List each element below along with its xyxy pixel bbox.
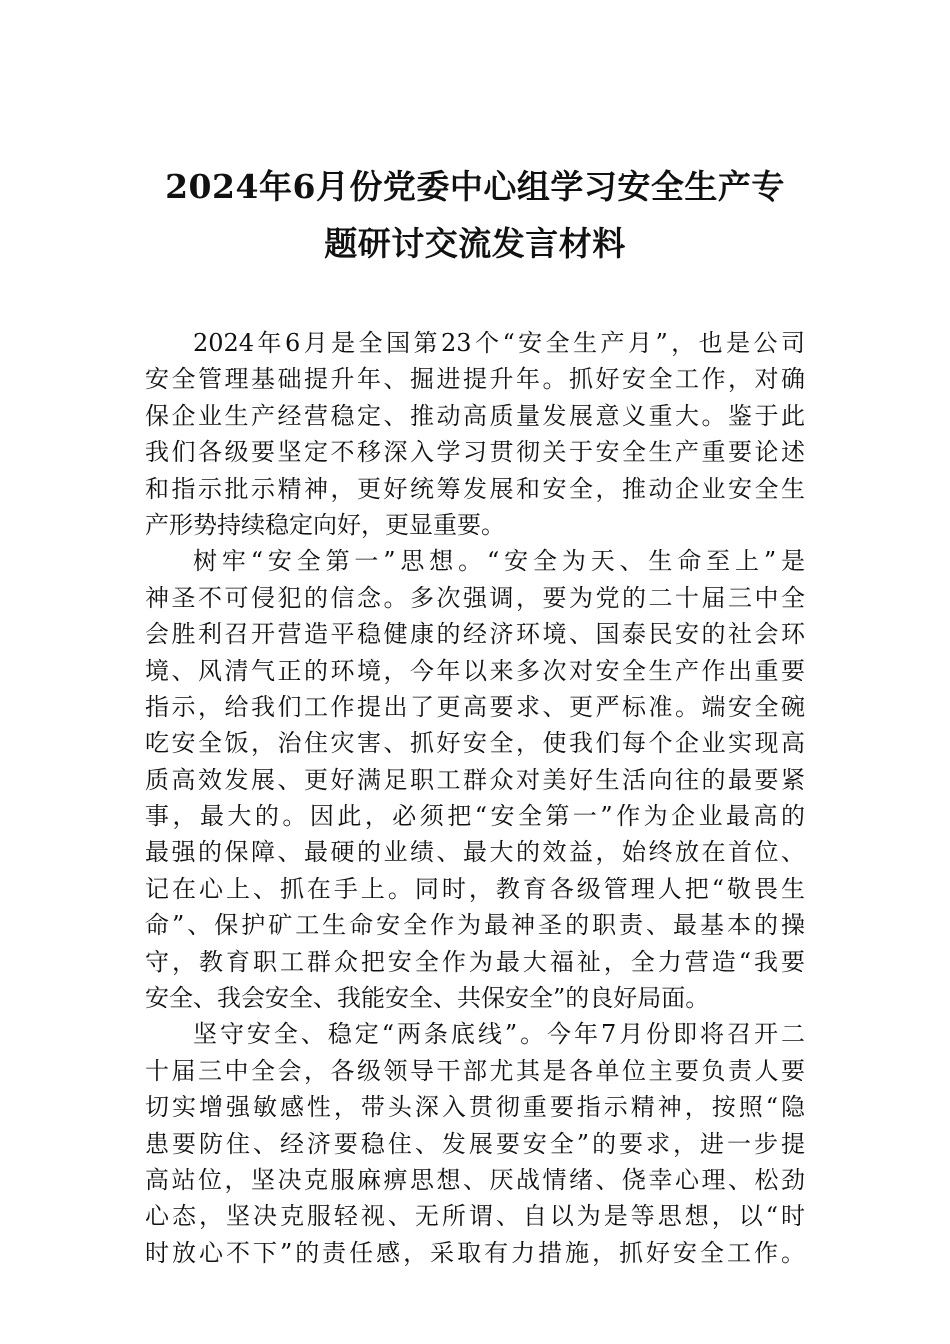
document-body — [145, 325, 805, 1271]
text-line: 记在心上、抓在手上。同时，教育各级管理人把“敬畏生 — [145, 874, 805, 903]
text-line: 境、风清气正的环境，今年以来多次对安全生产作出重要 — [145, 656, 805, 685]
text-line: 事，最大的。因此，必须把“安全第一”作为企业最高的 — [145, 802, 805, 831]
text-line: 心态，坚决克服轻视、无所谓、自以为是等思想，以“时 — [145, 1202, 805, 1231]
text-line: 质高效发展、更好满足职工群众对美好生活向往的最要紧 — [145, 765, 805, 794]
text-line: 和指示批示精神，更好统筹发展和安全，推动企业安全生 — [145, 474, 805, 503]
paragraph-3 — [145, 1016, 805, 1271]
text-line: 命”、保护矿工生命安全作为最神圣的职责、最基本的操 — [145, 911, 805, 940]
text-line: 最强的保障、最硬的业绩、最大的效益，始终放在首位、 — [145, 838, 805, 867]
text-line: 2024年6月是全国第23个“安全生产月”，也是公司 — [193, 329, 805, 357]
text-line: 产形势持续稳定向好，更显重要。 — [145, 510, 505, 539]
title-line-2: 题研讨交流发言材料 — [324, 224, 626, 263]
text-line: 吃安全饭，治住灾害、抓好安全，使我们每个企业实现高 — [145, 729, 805, 758]
text-line: 安全管理基础提升年、掘进提升年。抓好安全工作，对确 — [145, 365, 805, 394]
text-line: 坚守安全、稳定“两条底线”。今年7月份即将召开二 — [193, 1020, 805, 1049]
paragraph-1 — [145, 325, 805, 543]
text-line: 会胜利召开营造平稳健康的经济环境、国泰民安的社会环 — [145, 620, 805, 649]
text-line: 十届三中全会，各级领导干部尤其是各单位主要负责人要 — [145, 1056, 805, 1085]
text-line: 树牢“安全第一”思想。“安全为天、生命至上”是 — [193, 547, 805, 576]
text-line: 我们各级要坚定不移深入学习贯彻关于安全生产重要论述 — [145, 438, 805, 467]
text-line: 神圣不可侵犯的信念。多次强调，要为党的二十届三中全 — [145, 583, 805, 612]
paragraph-2 — [145, 543, 805, 1016]
document-title — [140, 158, 810, 272]
text-line: 安全、我会安全、我能安全、共保安全”的良好局面。 — [145, 984, 710, 1013]
text-line: 保企业生产经营稳定、推动高质量发展意义重大。鉴于此 — [145, 401, 805, 430]
text-line: 高站位，坚决克服麻痹思想、厌战情绪、侥幸心理、松劲 — [145, 1165, 805, 1194]
text-line: 守，教育职工群众把安全作为最大福祉，全力营造“我要 — [145, 947, 805, 976]
text-line: 切实增强敏感性，带头深入贯彻重要指示精神，按照“隐 — [145, 1093, 805, 1122]
title-line-1: 2024年6月份党委中心组学习安全生产专 — [165, 167, 785, 206]
text-line: 时放心不下”的责任感，采取有力措施，抓好安全工作。 — [145, 1238, 805, 1267]
text-line: 患要防住、经济要稳住、发展要安全”的要求，进一步提 — [145, 1129, 805, 1158]
text-line: 指示，给我们工作提出了更高要求、更严标准。端安全碗 — [145, 692, 805, 721]
